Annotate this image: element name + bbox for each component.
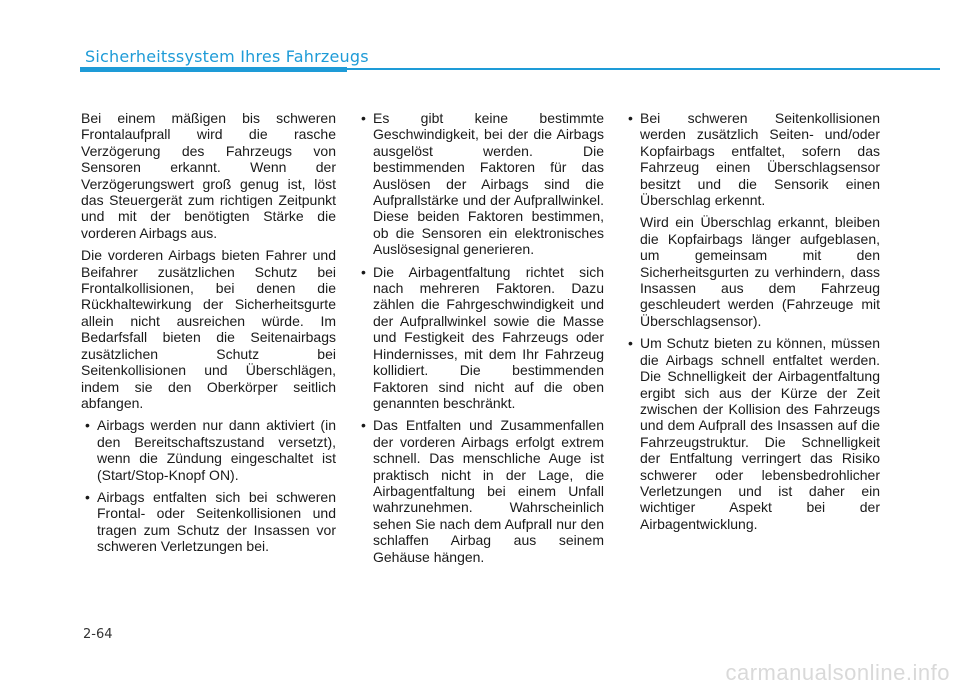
bullet-icon: • [361, 417, 366, 434]
bullet-text: Die Airbagentfaltung richtet sich nach mehreren Faktoren. Dazu zählen die Fahrgeschwindigkeit und der Aufprallwinkel sowie die Masse und Festigkeit des Fahrzeugs oder Hindernisses, mit dem Ihr Fahrzeug kollidiert. Die bestimmenden Faktoren sind nicht auf die oben genannten beschränkt. [373, 263, 604, 411]
bullet-icon: • [85, 488, 90, 505]
section-title: Sicherheitssystem Ihres Fahrzeugs [85, 47, 369, 66]
paragraph: Bei einem mäßigen bis schweren Frontalaufprall wird die rasche Verzögerung des Fahrzeugs von Sensoren erkannt. Wenn der Verzögerungswert groß genug ist, löst das Steuergerät zum richtigen Zeitpunkt und mit der benötigten Stärke die vorderen Airbags aus. [81, 110, 336, 241]
header-rule-accent [80, 67, 347, 72]
bullet-item [81, 489, 336, 555]
bullet-item [624, 110, 880, 329]
bullet-icon: • [85, 417, 90, 434]
bullet-item [624, 335, 880, 532]
header-rule [347, 68, 940, 70]
bullet-icon: • [628, 335, 633, 352]
bullet-text: Airbags entfalten sich bei schweren Frontal- oder Seitenkollisionen und tragen zum Schutz der Insassen vor schweren Verletzungen bei. [97, 488, 336, 555]
bullet-item [357, 264, 604, 412]
watermark: carmanualsonline.info [725, 660, 950, 685]
bullet-text: Um Schutz bieten zu können, müssen die Airbags schnell entfaltet werden. Die Schnelligkeit der Airbagentfaltung ergibt sich aus der Kürze der Zeit zwischen der Kollision des Fahrzeugs und dem Aufprall des Insassen auf die Fahrzeugstruktur. Die Schnelligkeit der Entfaltung verringert das Risiko schwerer oder lebensbedrohlicher Verletzungen und ist daher ein wichtiger Aspekt bei der Airbagentwicklung. [640, 335, 880, 532]
bullet-item [357, 417, 604, 565]
bullet-icon: • [628, 110, 633, 126]
page-number: 2-64 [83, 627, 113, 642]
bullet-text: Es gibt keine bestimmte Geschwindigkeit, bei der die Airbags ausgelöst werden. Die bestimmenden Faktoren für das Auslösen der Airbags sind die Aufprallstärke und der Aufprallwinkel. Diese beiden Faktoren bestimmen, ob die Sensoren ein elektronisches Auslösesignal generieren. [373, 110, 604, 258]
bullet-icon: • [361, 110, 366, 126]
bullet-text: Bei schweren Seitenkollisionen werden zusätzlich Seiten- und/oder Kopfairbags entfaltet, sofern das Fahrzeug einen Überschlagsensor besitzt und die Sensorik einen Überschlag erkennt. [640, 110, 880, 209]
text-column-3 [624, 110, 880, 538]
bullet-item [81, 417, 336, 483]
text-column-2 [357, 110, 604, 571]
paragraph: Die vorderen Airbags bieten Fahrer und Beifahrer zusätzlichen Schutz bei Frontalkollisionen, bei denen die Rückhaltewirkung der Sicherheitsgurte allein nicht ausreichen würde. Im Bedarfsfall bieten die Seitenairbags zusätzlichen Schutz bei Seitenkollisionen und Überschlägen, indem sie den Oberkörper seitlich abfangen. [81, 247, 336, 411]
bullet-icon: • [361, 263, 366, 280]
bullet-subparagraph: Wird ein Überschlag erkannt, bleiben die Kopfairbags länger aufgeblasen, um gemeinsam mit den Sicherheitsgurten zu verhindern, dass Insassen aus dem Fahrzeug geschleudert werden (Fahrzeuge mit Überschlagsensor). [640, 214, 880, 329]
bullet-text: Airbags werden nur dann aktiviert (in den Bereitschaftszustand versetzt), wenn die Zündung eingeschaltet ist (Start/Stop-Knopf ON). [97, 417, 336, 483]
bullet-text: Das Entfalten und Zusammenfallen der vorderen Airbags erfolgt extrem schnell. Das menschliche Auge ist praktisch nicht in der Lage, die Airbagentfaltung bei einem Unfall wahrzunehmen. Wahrscheinlich sehen Sie nach dem Aufprall nur den schlaffen Airbag aus seinem Gehäuse hängen. [373, 417, 604, 565]
bullet-item [357, 110, 604, 258]
text-column-1 [81, 110, 336, 561]
